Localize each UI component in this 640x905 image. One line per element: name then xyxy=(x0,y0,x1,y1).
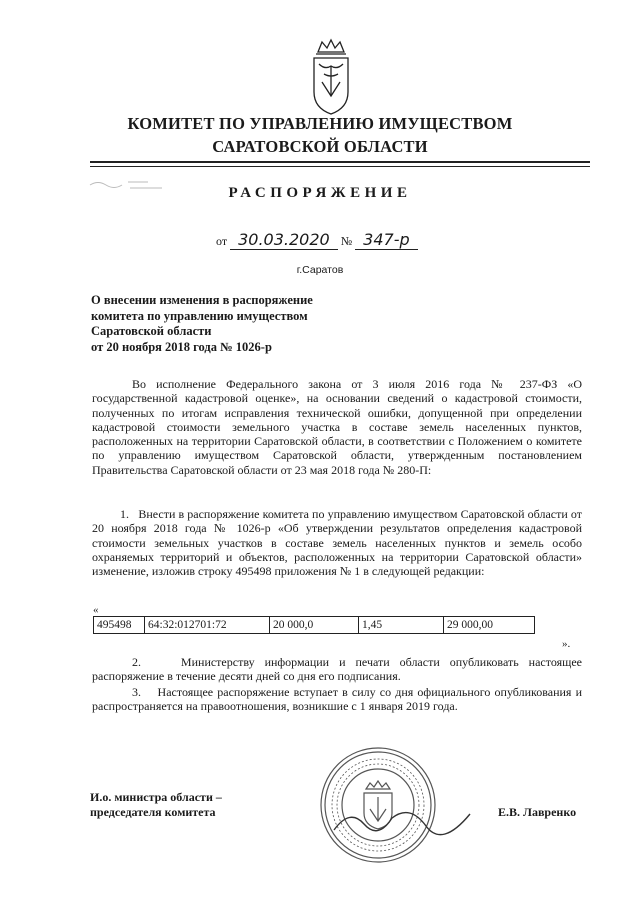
date-number-line xyxy=(216,230,418,250)
subject-line: комитета по управлению имуществом xyxy=(91,308,308,323)
subject-line: от 20 ноября 2018 года № 1026-р xyxy=(91,339,272,354)
subject-line: О внесении изменения в распоряжение xyxy=(91,293,313,307)
quote-close: ». xyxy=(562,638,571,650)
quote-open: « xyxy=(93,604,99,616)
city-label: г.Саратов xyxy=(296,264,344,276)
table-cell-rate: 1,45 xyxy=(359,617,444,634)
coat-of-arms-emblem xyxy=(302,38,360,118)
number-prefix: № xyxy=(340,234,353,248)
table-cell-cadastral-number: 64:32:012701:72 xyxy=(145,617,270,634)
date-value: 30.03.2020 xyxy=(230,230,338,250)
subject-line: Саратовской области xyxy=(91,324,212,338)
table-row xyxy=(94,617,535,634)
header-rule-thin xyxy=(90,166,590,167)
item-1-paragraph: 1. Внести в распоряжение комитета по управлению имуществом Саратовской области от 20 ноября 2018 года № 1026-р «Об утверждении результатов определения кадастровой стоимости земельных участков в составе земель населенных пунктов и земель особо охраняемых территорий и объектов, расположенных на территории Саратовской области» изменение, изложив строку 495498 приложения № 1 в следующей редакции: xyxy=(92,507,582,579)
subject-heading xyxy=(91,293,313,355)
signatory-title xyxy=(90,790,222,820)
item-2-paragraph: 2. Министерству информации и печати области опубликовать настоящее распоряжение в течение десяти дней со дня его подписания. xyxy=(92,655,582,684)
signatory-name: Е.В. Лавренко xyxy=(498,805,577,819)
signatory-title-line: И.о. министра области – xyxy=(90,790,222,804)
table-cell-value: 29 000,00 xyxy=(444,617,535,634)
header-rule-thick xyxy=(90,161,590,163)
preamble-paragraph: Во исполнение Федерального закона от 3 июля 2016 года № 237-ФЗ «О государственной кадастровой оценке», на основании сведений о кадастровой стоимости, полученных по итогам исправления технической ошибки, допущенной при определении кадастровой стоимости земельного участка в составе земель населенных пунктов, расположенных на территории Саратовской области, в соответствии с Положением о комитете по управлению имуществом Саратовской области, утвержденным постановлением Правительства Саратовской области от 23 мая 2018 года № 280-П: xyxy=(92,377,582,477)
table-cell-area: 20 000,0 xyxy=(270,617,359,634)
signatory-title-line: председателя комитета xyxy=(90,805,216,819)
amendment-table xyxy=(93,616,535,634)
committee-name-line1: КОМИТЕТ ПО УПРАВЛЕНИЮ ИМУЩЕСТВОМ xyxy=(127,114,513,133)
handwritten-signature xyxy=(330,800,480,840)
committee-name-line2: САРАТОВСКОЙ ОБЛАСТИ xyxy=(212,137,428,156)
item-3-paragraph: 3. Настоящее распоряжение вступает в силу со дня официального опубликования и распространяется на правоотношения, возникшие с 1 января 2019 года. xyxy=(92,685,582,714)
document-type-title: РАСПОРЯЖЕНИЕ xyxy=(228,185,412,201)
table-cell-row-number: 495498 xyxy=(94,617,145,634)
number-value: 347-р xyxy=(355,230,417,250)
date-prefix: от xyxy=(216,234,228,248)
